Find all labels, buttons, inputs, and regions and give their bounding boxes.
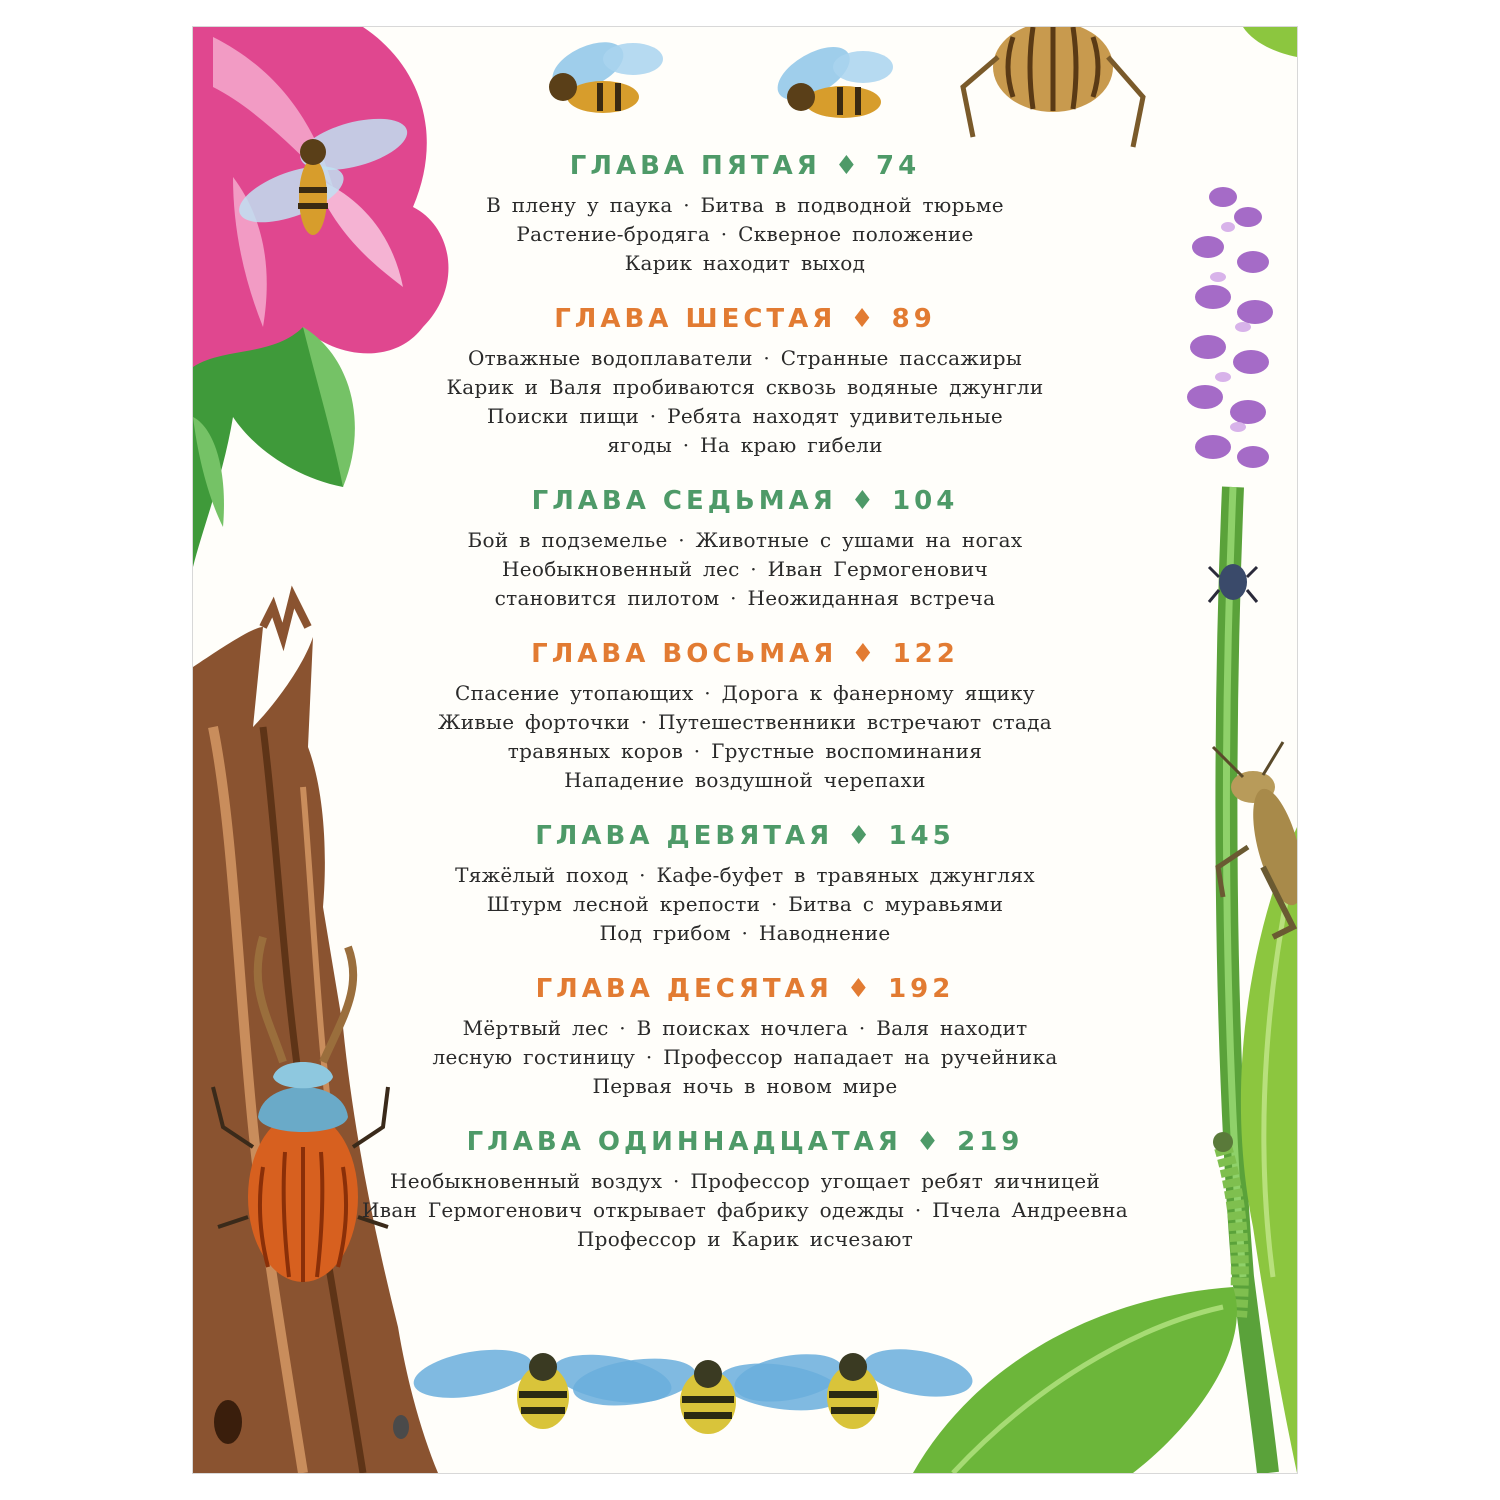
chapter-5: [343, 149, 1147, 278]
table-of-contents: [343, 149, 1147, 1254]
diamond-icon: ♦: [846, 974, 875, 1004]
diamond-icon: ♦: [834, 151, 863, 181]
chapter-summary: [343, 344, 1147, 460]
chapter-title: [343, 484, 1147, 518]
summary-line: Необыкновенный воздух · Профессор угощает ребят яичницей: [390, 1169, 1100, 1193]
summary-line: Карик и Валя пробиваются сквозь водяные джунгли: [446, 375, 1044, 399]
chapter-title: [343, 149, 1147, 183]
summary-line: Отважные водоплаватели · Странные пассажиры: [467, 346, 1023, 370]
diamond-icon: ♦: [915, 1127, 944, 1157]
chapter-name: ГЛАВА ВОСЬМАЯ: [531, 639, 838, 669]
chapter-title: [343, 972, 1147, 1006]
summary-line: Профессор и Карик исчезают: [576, 1227, 914, 1251]
chapter-9: [343, 819, 1147, 948]
summary-line: ягоды · На краю гибели: [607, 433, 883, 457]
leaf-icon: [1243, 27, 1297, 57]
book-page: [192, 26, 1298, 1474]
chapter-name: ГЛАВА СЕДЬМАЯ: [531, 486, 837, 516]
chapter-page-number: 89: [891, 304, 936, 334]
summary-line: травяных коров · Грустные воспоминания: [507, 739, 983, 763]
chapter-page-number: 192: [888, 974, 955, 1004]
summary-line: Спасение утопающих · Дорога к фанерному ящику: [455, 681, 1035, 705]
chapter-page-number: 74: [876, 151, 921, 181]
beetle-icon: [1209, 564, 1257, 602]
chapter-summary: [343, 1014, 1147, 1101]
summary-line: лесную гостиницу · Профессор нападает на ручейника: [432, 1045, 1058, 1069]
summary-line: Под грибом · Наводнение: [599, 921, 891, 945]
chapter-name: ГЛАВА ШЕСТАЯ: [554, 304, 837, 334]
chapter-title: [343, 819, 1147, 853]
bee-icon: [731, 1342, 976, 1429]
chapter-summary: [343, 861, 1147, 948]
bug-icon: [393, 1415, 409, 1439]
diamond-icon: ♦: [850, 486, 879, 516]
summary-line: Поиски пищи · Ребята находят удивительные: [487, 404, 1003, 428]
chapter-summary: [343, 526, 1147, 613]
diamond-icon: ♦: [851, 639, 879, 669]
chapter-title: [343, 637, 1147, 671]
chapter-summary: [343, 1167, 1147, 1254]
summary-line: становится пилотом · Неожиданная встреча: [494, 586, 996, 610]
chapter-page-number: 145: [888, 821, 955, 851]
chapter-8: [343, 637, 1147, 795]
summary-line: Необыкновенный лес · Иван Гермогенович: [501, 557, 988, 581]
summary-line: Бой в подземелье · Животные с ушами на ногах: [467, 528, 1023, 552]
chapter-title: [343, 302, 1147, 336]
chapter-page-number: 104: [892, 486, 959, 516]
chapter-6: [343, 302, 1147, 460]
summary-line: Первая ночь в новом мире: [592, 1074, 898, 1098]
colorado-beetle-icon: [963, 27, 1143, 147]
chapter-name: ГЛАВА ПЯТАЯ: [569, 151, 821, 181]
summary-line: Штурм лесной крепости · Битва с муравьями: [486, 892, 1004, 916]
chapter-summary: [343, 679, 1147, 795]
diamond-icon: ♦: [847, 821, 875, 851]
bee-icon: [545, 32, 663, 113]
chapter-title: [343, 1125, 1147, 1159]
summary-line: Мёртвый лес · В поисках ночлега · Валя находит: [462, 1016, 1028, 1040]
chapter-10: [343, 972, 1147, 1101]
summary-line: Нападение воздушной черепахи: [564, 768, 926, 792]
chapter-page-number: 219: [957, 1127, 1024, 1157]
chapter-page-number: 122: [892, 639, 959, 669]
summary-line: Растение-бродяга · Скверное положение: [516, 222, 974, 246]
chapter-7: [343, 484, 1147, 613]
chapter-name: ГЛАВА ОДИННАДЦАТАЯ: [466, 1127, 902, 1157]
chapter-name: ГЛАВА ДЕСЯТАЯ: [535, 974, 833, 1004]
summary-line: Тяжёлый поход · Кафе-буфет в травяных джунглях: [455, 863, 1035, 887]
bee-icon: [769, 36, 893, 118]
summary-line: Иван Гермогенович открывает фабрику одежды · Пчела Андреевна: [362, 1198, 1128, 1222]
summary-line: Живые форточки · Путешественники встречают стада: [438, 710, 1052, 734]
summary-line: Карик находит выход: [624, 251, 866, 275]
diamond-icon: ♦: [850, 304, 878, 334]
chapter-summary: [343, 191, 1147, 278]
summary-line: В плену у паука · Битва в подводной тюрьме: [486, 193, 1004, 217]
chapter-name: ГЛАВА ДЕВЯТАЯ: [535, 821, 834, 851]
chapter-11: [343, 1125, 1147, 1254]
